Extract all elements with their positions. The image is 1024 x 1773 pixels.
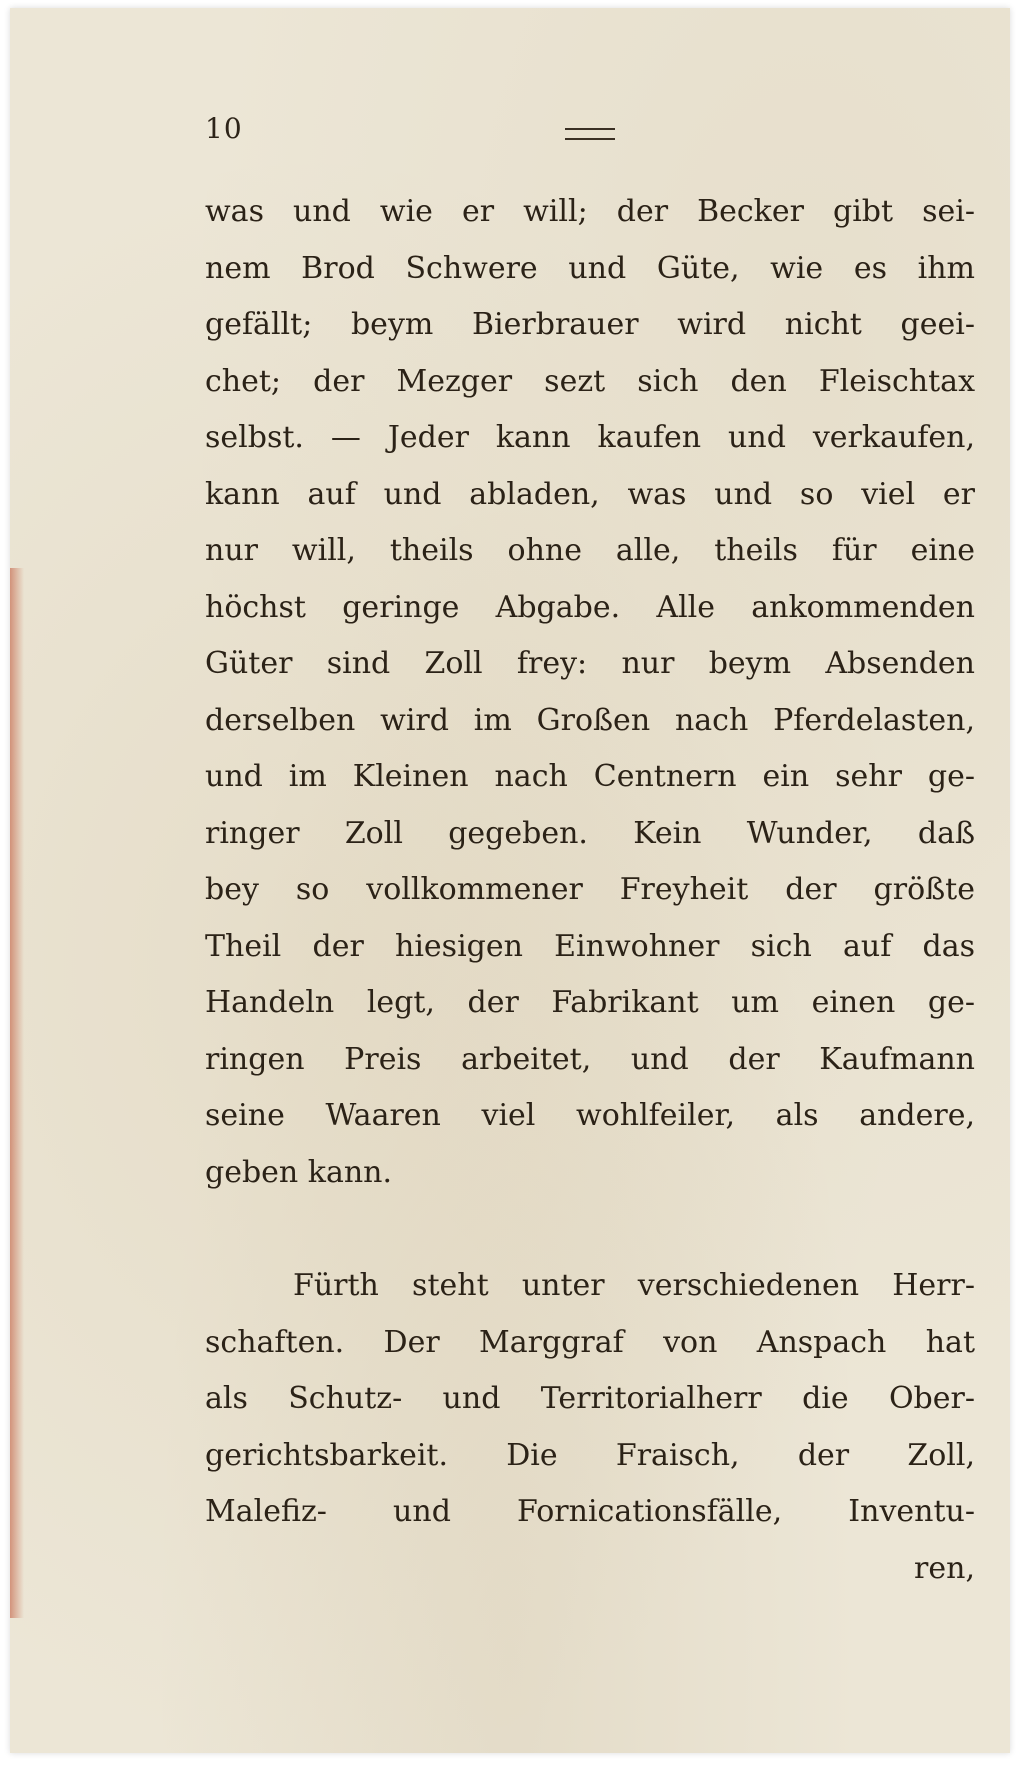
- text-line: seine Waaren viel wohlfeiler, als andere,: [205, 1098, 975, 1133]
- page-edge-stain: [10, 568, 24, 1618]
- text-line: derselben wird im Großen nach Pferdelasten,: [205, 702, 975, 738]
- text-line: Güter sind Zoll frey: nur beym Absenden: [205, 646, 975, 681]
- text-line: gefällt; beym Bierbrauer wird nicht geei-: [205, 307, 975, 342]
- head-rule: [565, 128, 615, 140]
- text-line: nur will, theils ohne alle, theils für eine: [205, 533, 975, 568]
- text-line: ringen Preis arbeitet, und der Kaufmann: [205, 1041, 975, 1077]
- text-line: was und wie er will; der Becker gibt sei-: [205, 194, 975, 229]
- text-line: bey so vollkommener Freyheit der größte: [205, 872, 975, 907]
- book-page: [10, 8, 1010, 1753]
- text-line: und im Kleinen nach Centnern ein sehr ge-: [205, 759, 975, 794]
- text-line: Fürth steht unter verschiedenen Herr-: [293, 1268, 975, 1303]
- text-line: geben kann.: [205, 1154, 393, 1190]
- text-line: Malefiz- und Fornicationsfälle, Inventu-: [205, 1494, 975, 1529]
- text-line: Handeln legt, der Fabrikant um einen ge-: [205, 985, 975, 1020]
- text-line: Theil der hiesigen Einwohner sich auf das: [205, 928, 975, 964]
- page-number: 10: [205, 112, 243, 145]
- text-line: als Schutz- und Territorialherr die Ober-: [205, 1381, 975, 1416]
- text-line: schaften. Der Marggraf von Anspach hat: [205, 1324, 975, 1360]
- text-line: höchst geringe Abgabe. Alle ankommenden: [205, 589, 975, 625]
- text-line: selbst. — Jeder kann kaufen und verkaufen,: [205, 420, 975, 455]
- paragraph-1: [205, 184, 975, 1201]
- catchword: ren,: [914, 1550, 975, 1586]
- text-line: nem Brod Schwere und Güte, wie es ihm: [205, 250, 975, 286]
- text-line: chet; der Mezger sezt sich den Fleischtax: [205, 363, 975, 399]
- text-line: kann auf und abladen, was und so viel er: [205, 476, 975, 512]
- text-line: gerichtsbarkeit. Die Fraisch, der Zoll,: [205, 1437, 975, 1473]
- text-line: ringer Zoll gegeben. Kein Wunder, daß: [205, 815, 975, 851]
- paragraph-2: [205, 1258, 975, 1597]
- running-head: [10, 108, 1010, 158]
